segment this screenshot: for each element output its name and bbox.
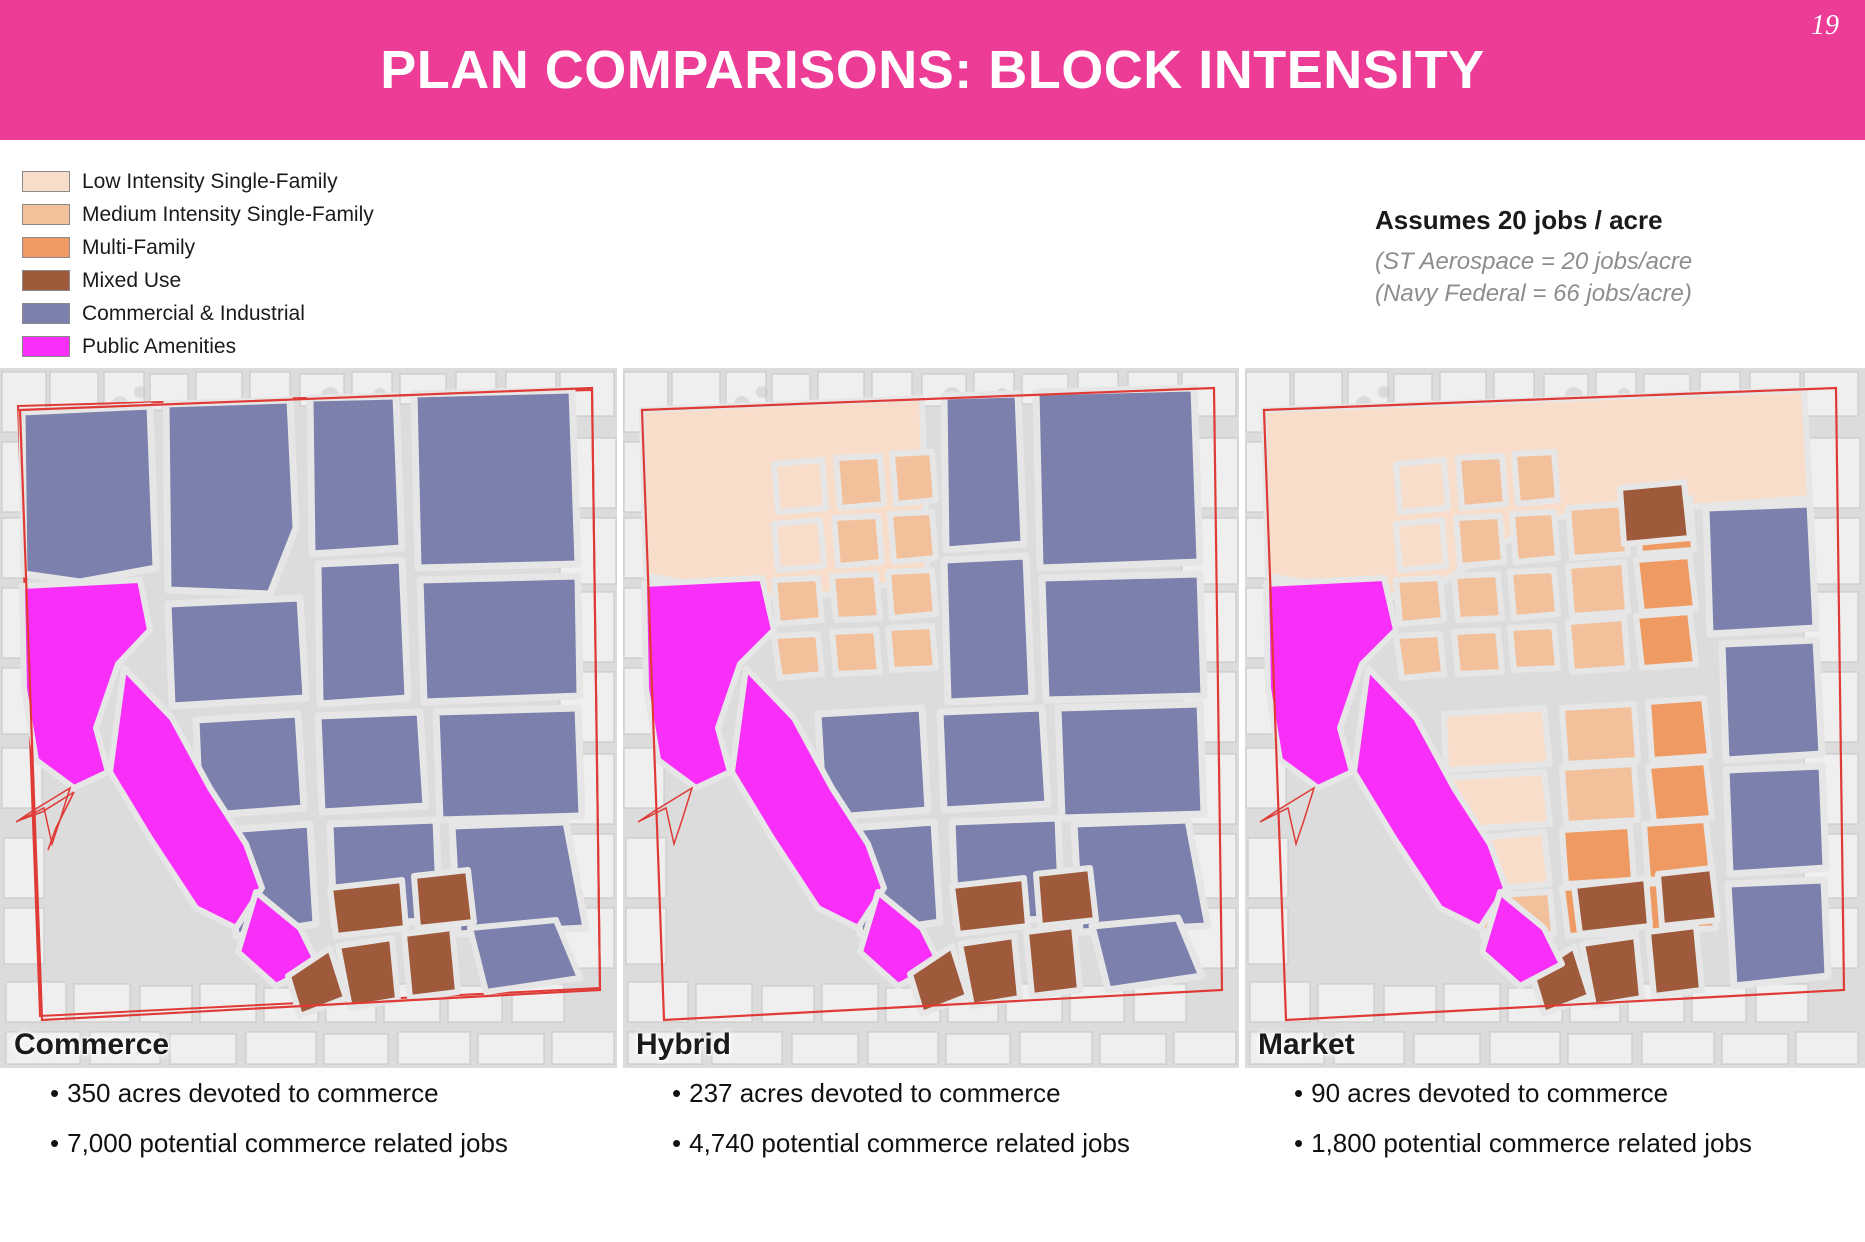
legend-item xyxy=(22,231,442,264)
assumptions-detail-line-1: (ST Aerospace = 20 jobs/acre xyxy=(1375,248,1693,275)
legend-swatch-medium-intensity-single-family xyxy=(22,204,70,225)
legend-swatch-multi-family xyxy=(22,237,70,258)
list-item xyxy=(50,1130,610,1156)
list-item xyxy=(672,1130,1232,1156)
bullet-text: 350 acres devoted to commerce xyxy=(67,1078,439,1108)
legend-item xyxy=(22,297,442,330)
map-panel-market[interactable] xyxy=(1244,368,1865,1068)
legend-label: Mixed Use xyxy=(82,268,182,292)
panel-caption-market: Market xyxy=(1258,1028,1355,1061)
assumptions-detail-line-2: (Navy Federal = 66 jobs/acre) xyxy=(1375,280,1692,308)
legend-swatch-mixed-use xyxy=(22,270,70,291)
bullet-list-market xyxy=(1294,1080,1854,1200)
map-panel-commerce[interactable] xyxy=(0,368,621,1068)
map-panel-hybrid[interactable] xyxy=(622,368,1243,1068)
map-panel-group xyxy=(0,368,1865,1068)
bullet-dot-icon: • xyxy=(672,1128,682,1158)
bullet-list-commerce xyxy=(50,1080,610,1200)
legend-label: Medium Intensity Single-Family xyxy=(82,202,374,226)
panel-divider xyxy=(617,368,623,1068)
panel-caption-commerce: Commerce xyxy=(14,1028,170,1061)
bullet-text: 90 acres devoted to commerce xyxy=(1311,1078,1669,1108)
bullet-list-hybrid xyxy=(672,1080,1232,1200)
legend-label: Commercial & Industrial xyxy=(82,301,305,325)
page-title: PLAN COMPARISONS: BLOCK INTENSITY xyxy=(380,40,1485,100)
panel-caption-hybrid: Hybrid xyxy=(636,1028,732,1061)
legend-item xyxy=(22,330,442,363)
assumptions-note xyxy=(1375,205,1805,311)
legend-item xyxy=(22,165,442,198)
legend-item xyxy=(22,264,442,297)
bullet-text: 4,740 potential commerce related jobs xyxy=(689,1128,1130,1158)
list-item xyxy=(1294,1080,1854,1106)
bullet-dot-icon: • xyxy=(50,1078,60,1108)
map-image-hybrid xyxy=(622,368,1243,1068)
assumptions-headline: Assumes 20 jobs / acre xyxy=(1375,205,1663,235)
page-number: 19 xyxy=(1811,10,1839,41)
list-item xyxy=(1294,1130,1854,1156)
bullet-dot-icon: • xyxy=(672,1078,682,1108)
panel-divider xyxy=(1239,368,1245,1068)
legend-label: Public Amenities xyxy=(82,334,237,358)
list-item xyxy=(672,1080,1232,1106)
bullet-text: 7,000 potential commerce related jobs xyxy=(67,1128,508,1158)
map-image-market xyxy=(1244,368,1865,1068)
list-item xyxy=(50,1080,610,1106)
legend-item xyxy=(22,198,442,231)
legend-swatch-low-intensity-single-family xyxy=(22,171,70,192)
map-image-commerce xyxy=(0,368,621,1068)
legend-swatch-commercial-industrial xyxy=(22,303,70,324)
legend-label: Low Intensity Single-Family xyxy=(82,169,338,193)
legend-swatch-public-amenities xyxy=(22,336,70,357)
map-legend xyxy=(22,165,442,363)
bullet-dot-icon: • xyxy=(1294,1128,1304,1158)
legend-label: Multi-Family xyxy=(82,235,196,259)
bullet-dot-icon: • xyxy=(1294,1078,1304,1108)
bullet-dot-icon: • xyxy=(50,1128,60,1158)
bullet-text: 1,800 potential commerce related jobs xyxy=(1311,1128,1752,1158)
bullet-text: 237 acres devoted to commerce xyxy=(689,1078,1061,1108)
slide-header xyxy=(0,0,1865,140)
